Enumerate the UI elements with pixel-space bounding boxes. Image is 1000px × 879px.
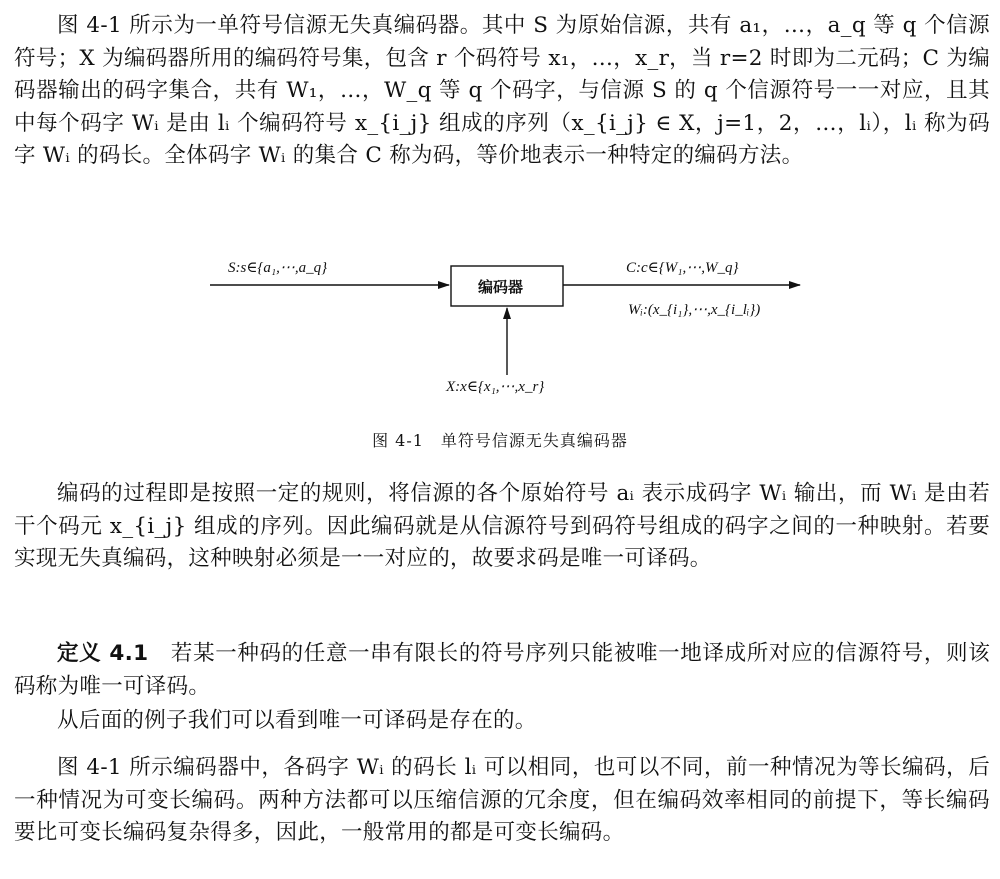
input-label: S:s∈{a₁,⋯,a_q} bbox=[228, 260, 328, 276]
definition-label: 定义 4.1 bbox=[57, 641, 149, 666]
output-label: C:c∈{W₁,⋯,W_q} bbox=[626, 260, 739, 276]
figure-encoder-diagram bbox=[0, 255, 1000, 415]
definition-text: 若某一种码的任意一串有限长的符号序列只能被唯一地译成所对应的信源符号，则该码称为唯一可译码。 bbox=[14, 641, 990, 699]
bottom-label: X:x∈{x₁,⋯,x_r} bbox=[446, 379, 545, 395]
paragraph-1: 图 4-1 所示为一单符号信源无失真编码器。其中 S 为原始信源，共有 a₁，…，a_q 等 q 个信源符号；X 为编码器所用的编码符号集，包含 r 个码符号 x₁，…，x_r，当 r=2 时即为二元码；C 为编码器输出的码字集合，共有 W₁，…，W_q 等 q 个码字，与信源 S 的 q 个信源符号一一对应，且其中每个码字 Wᵢ 是由 lᵢ 个编码符号 x_{i_j} 组成的序列（x_{i_j} ∈ X，j=1，2，…，lᵢ），lᵢ 称为码字 Wᵢ 的码长。全体码字 Wᵢ 的集合 C 称为码，等价地表示一种特定的编码方法。 bbox=[14, 13, 990, 168]
output-sub-label: Wᵢ:(x_{i₁},⋯,x_{i_lᵢ}) bbox=[628, 302, 761, 318]
figure-caption: 图 4-1 单符号信源无失真编码器 bbox=[372, 431, 628, 450]
paragraph-5: 图 4-1 所示编码器中，各码字 Wᵢ 的码长 lᵢ 可以相同，也可以不同，前一种情况为等长编码，后一种情况为可变长编码。两种方法都可以压缩信源的冗余度，但在编码效率相同的前提下，等长编码要比可变长编码复杂得多，因此，一般常用的都是可变长编码。 bbox=[14, 755, 990, 845]
paragraph-4: 从后面的例子我们可以看到唯一可译码是存在的。 bbox=[57, 708, 537, 733]
encoder-box-label: 编码器 bbox=[478, 278, 524, 296]
paragraph-2: 编码的过程即是按照一定的规则，将信源的各个原始符号 aᵢ 表示成码字 Wᵢ 输出，而 Wᵢ 是由若干个码元 x_{i_j} 组成的序列。因此编码就是从信源符号到码符号组成的码字之间的一种映射。若要实现无失真编码，这种映射必须是一一对应的，故要求码是唯一可译码。 bbox=[14, 481, 990, 571]
paragraph-definition bbox=[14, 638, 990, 703]
